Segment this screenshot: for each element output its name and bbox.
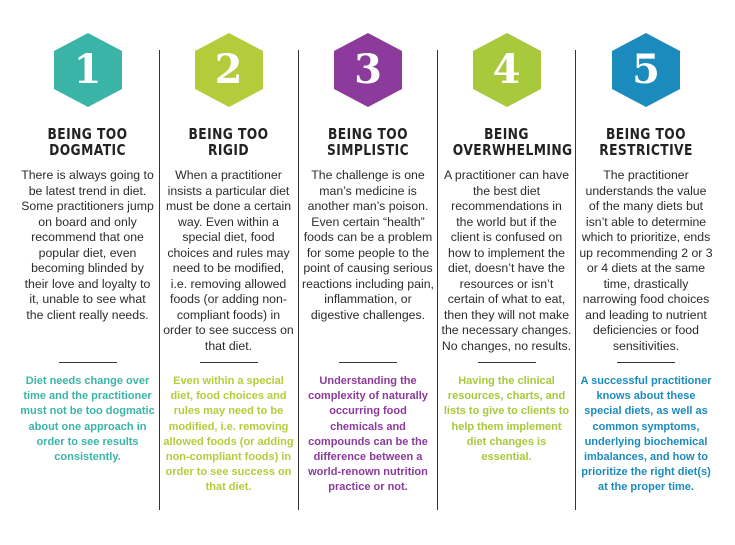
- hexagon-badge-2: [194, 32, 264, 108]
- hexagon-badge-4: [472, 32, 542, 108]
- column-title: [314, 126, 422, 158]
- column-body: A practitioner can have the best diet recommendations in the world but if the client is confused on how to implement the diet, doesn’t have the resources or isn’t certain of what to eat, then they will not make the necessary changes. No changes, no results.: [441, 168, 572, 353]
- column-body: When a practitioner insists a particular diet must be done a certain way. Even within a special diet, food choices and rules may need to be modified, i.e. removing allowed foods (or adding non-compliant foods) in order to see success on that diet.: [163, 168, 294, 353]
- hexagon-badge-3: [333, 32, 403, 108]
- column-takeaway: Understanding the complexity of naturally occurring food chemicals and compounds can be the difference between a world-renown nutrition practice or not.: [308, 375, 428, 494]
- title-line: SIMPLISTIC: [326, 141, 410, 159]
- column-body: There is always going to be latest trend in diet. Some practitioners jump on board and only recommend that one popular diet, even becoming blinded by their love and loyalty to it, unable to see what the client really needs.: [21, 168, 154, 322]
- title-line: RESTRICTIVE: [599, 141, 693, 159]
- short-rule: [478, 362, 536, 363]
- short-rule: [339, 362, 397, 363]
- title-line: DOGMATIC: [49, 141, 126, 159]
- step-number: 1: [73, 46, 102, 93]
- column-title: [175, 126, 282, 158]
- column-title: [452, 125, 573, 159]
- hexagon-badge-5: [611, 32, 681, 108]
- step-number: 2: [214, 46, 243, 93]
- step-number: 3: [354, 46, 382, 93]
- title-line: BEING TOO: [47, 125, 128, 143]
- column-divider: [575, 50, 576, 510]
- column-takeaway: Diet needs change over time and the practitioner must not be too dogmatic about one approach in order to see results consistently.: [20, 375, 155, 464]
- step-number: 4: [492, 46, 521, 93]
- title-line: BEING TOO: [605, 125, 687, 143]
- column-rigid: [163, 0, 294, 545]
- title-line: BEING TOO: [188, 125, 269, 143]
- column-overwhelming: [441, 0, 572, 545]
- title-line: RIGID: [208, 141, 249, 159]
- column-dogmatic: [20, 0, 155, 545]
- column-takeaway: Even within a special diet, food choices and rules may need to be modified, i.e. removing allowed foods (or adding non-compliant foods) in order to see success on that diet.: [163, 375, 294, 494]
- column-takeaway: A successful practitioner knows about these special diets, as well as common symptoms, underlying biochemical imbalances, and how to prioritize the right diet(s) at the proper time.: [580, 375, 712, 494]
- hexagon-badge-1: [53, 32, 123, 108]
- short-rule: [200, 362, 258, 363]
- step-number: 5: [632, 46, 660, 93]
- title-line: BEING TOO: [327, 125, 409, 143]
- column-body: The practitioner understands the value of the many diets but isn’t able to determine which to prioritize, ends up recommending 2 or 3 or 4 diets at the same time, drastically narrowing food choices and leading to nutrient deficiencies or food sensitivities.: [579, 168, 713, 353]
- title-line: BEING: [484, 125, 529, 143]
- short-rule: [617, 362, 675, 363]
- column-title: [32, 126, 143, 158]
- column-divider: [159, 50, 160, 510]
- column-simplistic: [302, 0, 434, 545]
- column-title: [591, 126, 701, 158]
- column-body: The challenge is one man’s medicine is another man’s poison. Even certain “health” foods can be a problem for some people to the point of causing serious reactions including pain, inflammation, or digestive challenges.: [302, 168, 434, 322]
- column-takeaway: Having the clinical resources, charts, and lists to give to clients to help them implement diet changes is essential.: [443, 375, 570, 464]
- column-divider: [437, 50, 438, 510]
- column-restrictive: [579, 0, 713, 545]
- short-rule: [59, 362, 117, 363]
- column-divider: [298, 50, 299, 510]
- title-line: OVERWHELMING: [452, 141, 573, 159]
